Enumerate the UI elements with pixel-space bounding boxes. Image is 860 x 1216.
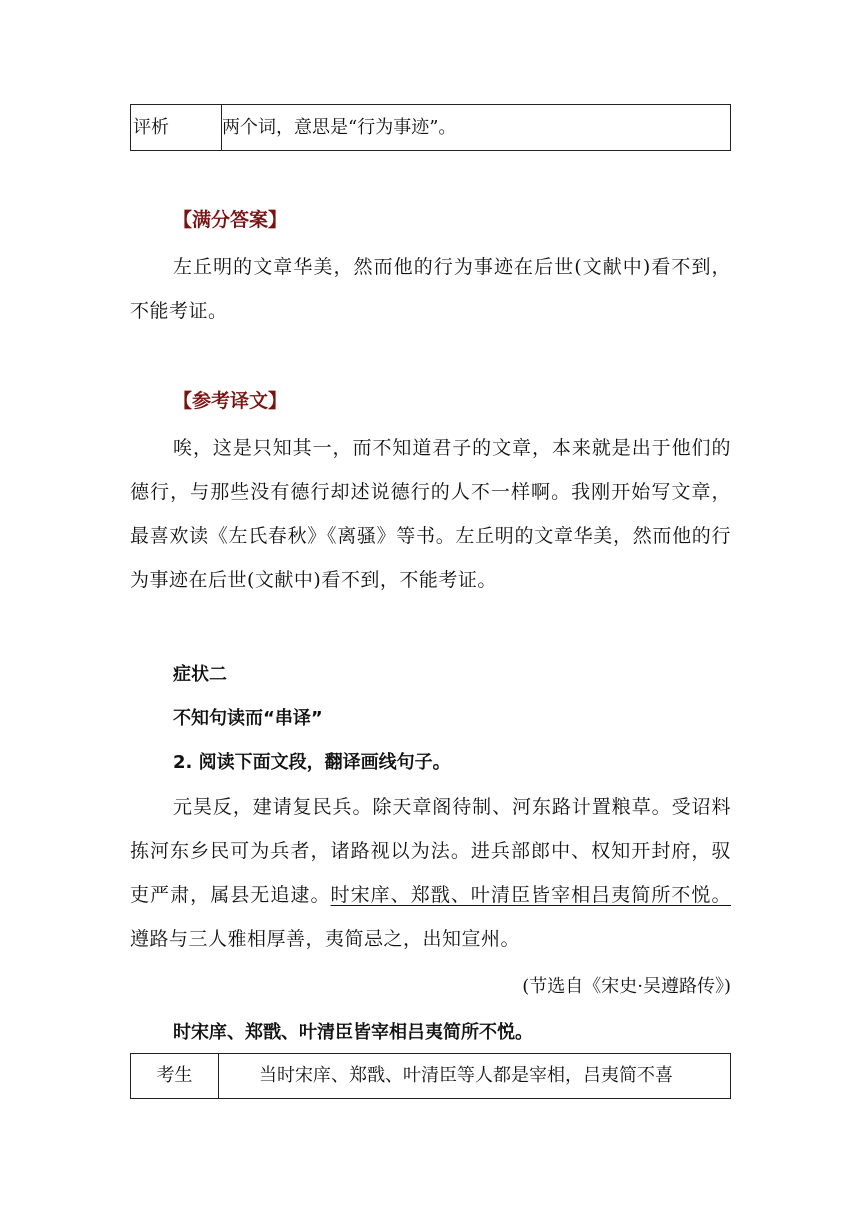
table-row xyxy=(131,1054,731,1099)
full-answer-heading: 【满分答案】 xyxy=(173,209,288,231)
passage-text: 元昊反，建请复民兵。除天章阁待制、河东路计置粮草。受诏料拣河东乡民可为兵者，诸路视以为法。进兵部郎中、权知开封府，驭吏严肃，属县无追逮。 xyxy=(130,796,731,906)
reference-text: 唉，这是只知其一，而不知道君子的文章，本来就是出于他们的德行，与那些没有德行却述说德行的人不一样啊。我刚开始写文章，最喜欢读《左氏春秋》《离骚》等书。左丘明的文章华美，然而他的行为事迹在后世(文献中)看不到，不能考证。 xyxy=(130,437,731,591)
passage-text-end: 遵路与三人雅相厚善，夷简忌之，出知宣州。 xyxy=(130,928,521,950)
symptom-title: 症状二 xyxy=(173,664,227,685)
passage-source: (节选自《宋史·吴遵路传》) xyxy=(522,976,731,997)
table-text: 当时宋庠、郑戬、叶清臣等人都是宰相，吕夷简不喜 xyxy=(219,1054,731,1099)
reference-heading: 【参考译文】 xyxy=(173,390,288,412)
student-answer-table xyxy=(130,1053,731,1099)
table-text: 两个词，意思是“行为事迹”。 xyxy=(222,105,731,151)
table-label: 考生 xyxy=(131,1054,219,1099)
table-row xyxy=(131,105,731,151)
passage xyxy=(130,785,731,961)
analysis-table xyxy=(130,104,731,151)
table-label: 评析 xyxy=(131,105,222,151)
underlined-sentence: 时宋庠、郑戬、叶清臣皆宰相吕夷简所不悦。 xyxy=(330,884,731,906)
question-prompt: 2. 阅读下面文段，翻译画线句子。 xyxy=(173,752,451,773)
target-sentence: 时宋庠、郑戬、叶清臣皆宰相吕夷简所不悦。 xyxy=(173,1022,533,1043)
full-answer-text: 左丘明的文章华美，然而他的行为事迹在后世(文献中)看不到，不能考证。 xyxy=(130,256,731,322)
symptom-subtitle: 不知句读而“串译” xyxy=(173,708,323,729)
